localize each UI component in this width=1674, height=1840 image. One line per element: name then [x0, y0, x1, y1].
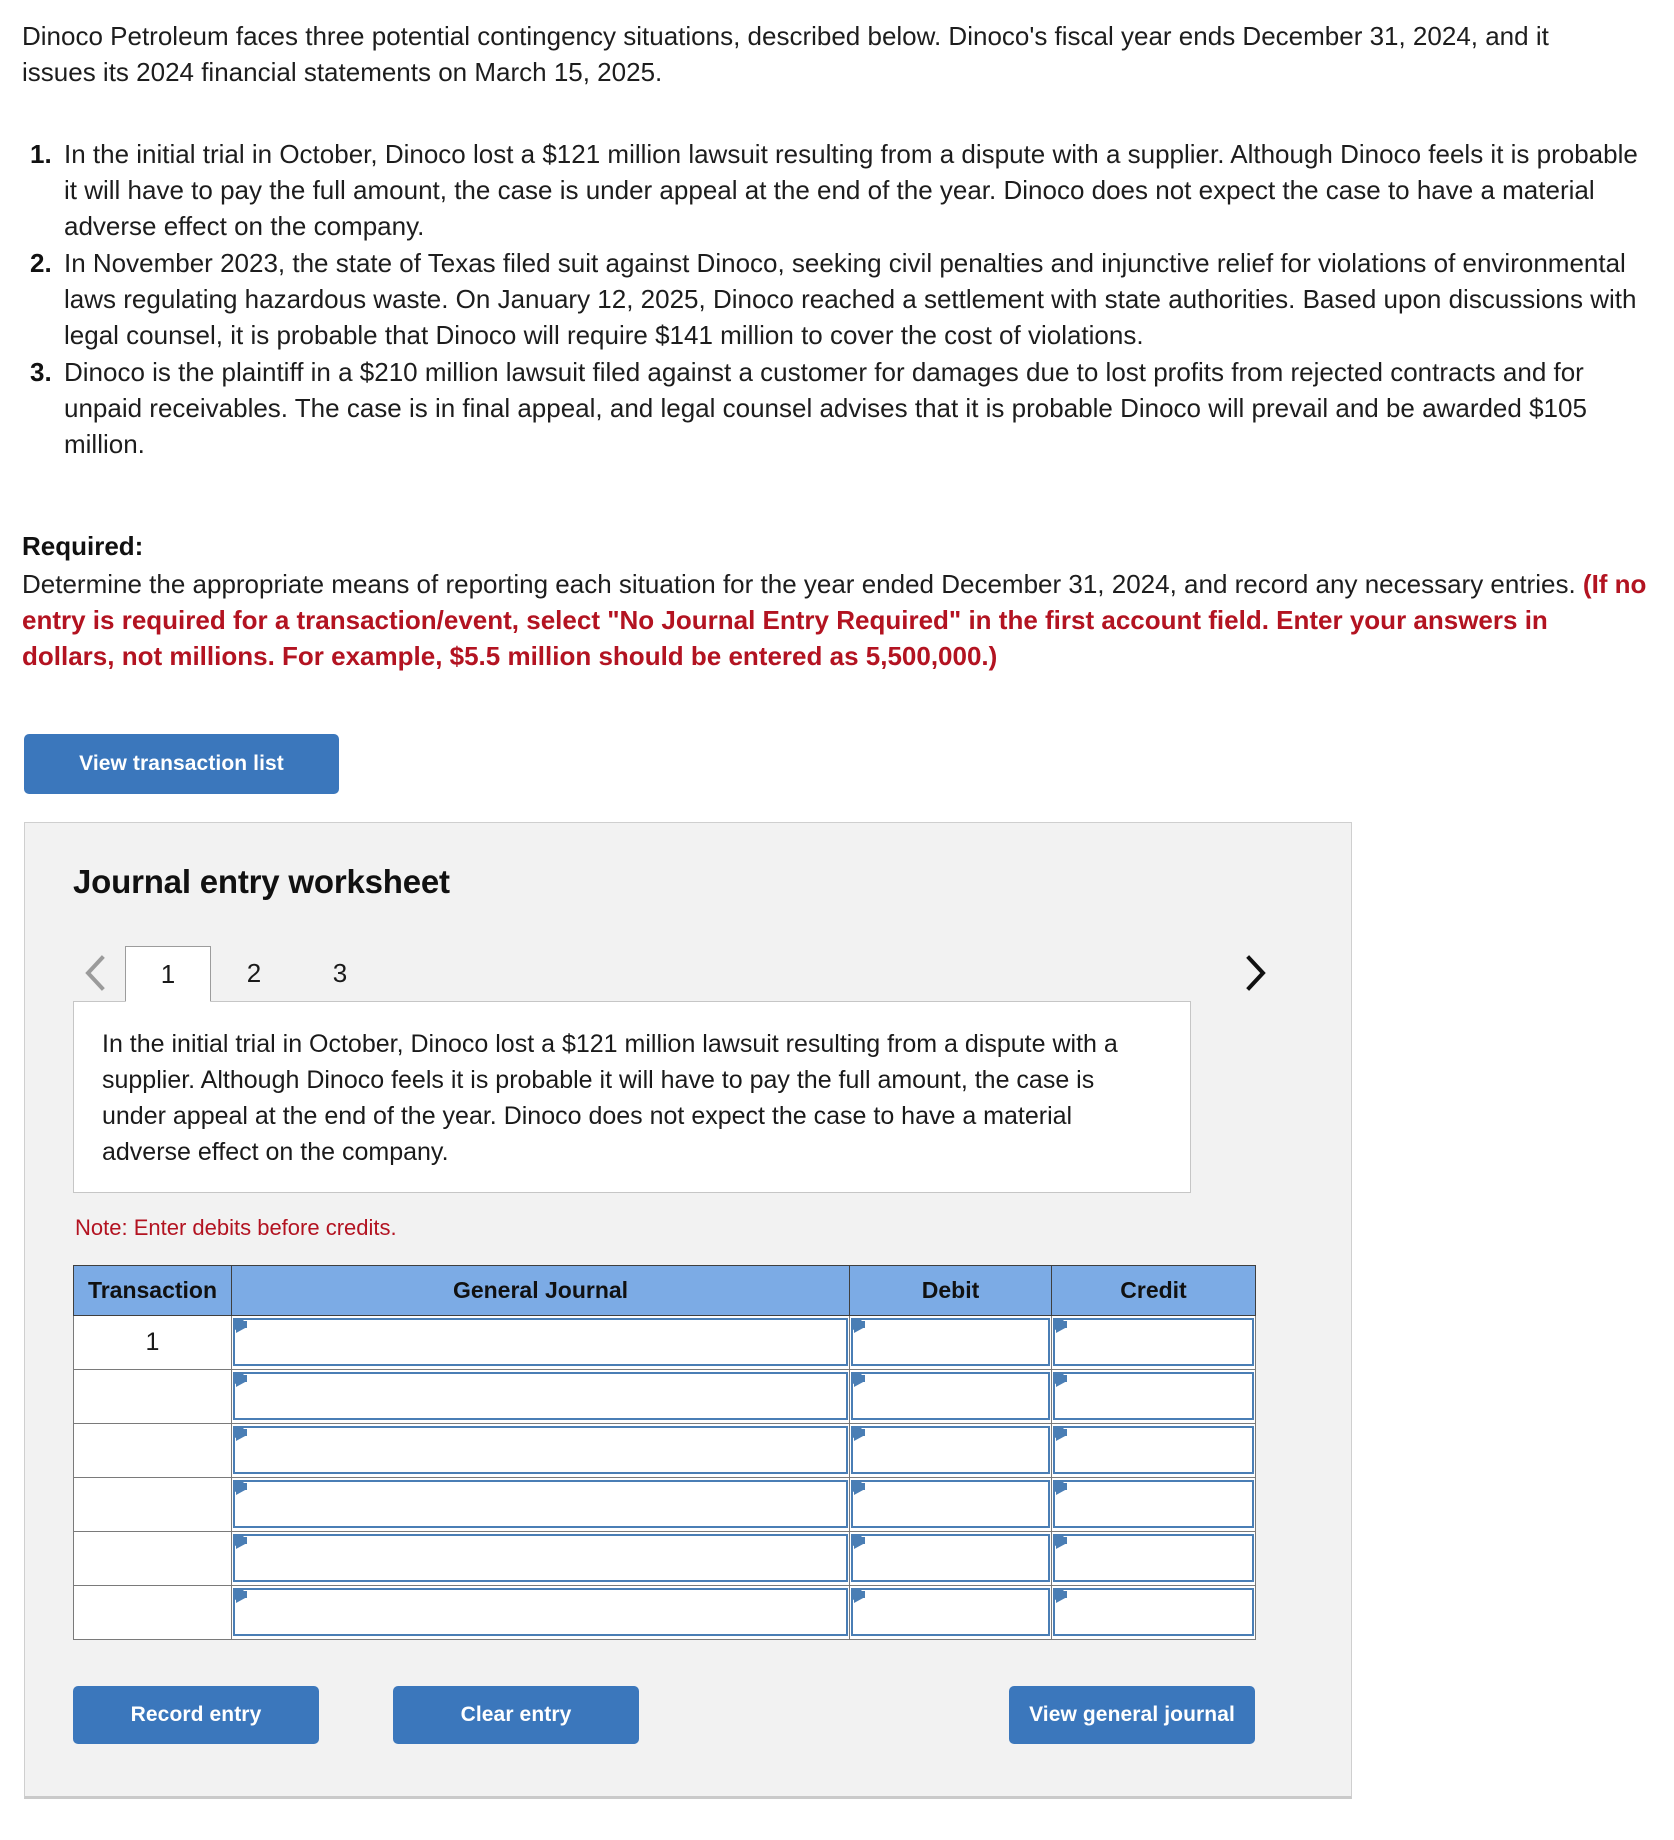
dropdown-arrow-icon	[854, 1375, 865, 1387]
required-body	[22, 566, 1647, 674]
situation-number: 3.	[30, 357, 52, 387]
active-entry-description: In the initial trial in October, Dinoco lost a $121 million lawsuit resulting from a dispute with a supplier. Although Dinoco feels it is probable it will have to pay the full amount, the case is under appeal at the end of the year. Dinoco does not expect the case to have a material adverse effect on the company.	[73, 1001, 1191, 1193]
dropdown-arrow-icon	[236, 1375, 247, 1387]
general-journal-cell[interactable]	[232, 1424, 850, 1478]
worksheet-tabs	[125, 945, 383, 1001]
situation-item-2	[22, 245, 1652, 353]
transaction-number-cell: 1	[74, 1316, 232, 1370]
dropdown-arrow-icon	[1056, 1429, 1067, 1441]
situation-item-3	[22, 354, 1652, 462]
debit-input-3[interactable]	[851, 1426, 1050, 1474]
table-row	[74, 1316, 1256, 1370]
journal-entry-table	[73, 1265, 1256, 1640]
table-header-row	[74, 1266, 1256, 1316]
dropdown-arrow-icon	[1056, 1321, 1067, 1333]
dropdown-arrow-icon	[1056, 1591, 1067, 1603]
table-row	[74, 1478, 1256, 1532]
chevron-left-icon	[82, 953, 108, 993]
next-entry-button[interactable]	[1233, 945, 1277, 1001]
column-header-general-journal: General Journal	[232, 1266, 850, 1316]
clear-entry-button[interactable]: Clear entry	[393, 1686, 639, 1744]
general-journal-cell[interactable]	[232, 1316, 850, 1370]
chevron-right-icon	[1242, 953, 1268, 993]
dropdown-arrow-icon	[854, 1591, 865, 1603]
dropdown-arrow-icon	[236, 1321, 247, 1333]
debit-input-5[interactable]	[851, 1534, 1050, 1582]
dropdown-arrow-icon	[1056, 1483, 1067, 1495]
tab-entry-3[interactable]: 3	[297, 945, 383, 1001]
debit-cell[interactable]	[850, 1478, 1052, 1532]
dropdown-arrow-icon	[1056, 1375, 1067, 1387]
credit-cell[interactable]	[1052, 1316, 1256, 1370]
situation-text: In November 2023, the state of Texas filed suit against Dinoco, seeking civil penalties and injunctive relief for violations of environmental laws regulating hazardous waste. On January 12, 2025, Dinoco reached a settlement with state authorities. Based upon discussions with legal counsel, it is probable that Dinoco will require $141 million to cover the cost of violations.	[64, 248, 1637, 350]
debit-input-4[interactable]	[851, 1480, 1050, 1528]
credit-cell[interactable]	[1052, 1586, 1256, 1640]
intro-paragraph: Dinoco Petroleum faces three potential contingency situations, described below. Dinoco's fiscal year ends December 31, 2024, and it issues its 2024 financial statements on March 15, 2025.	[22, 21, 1549, 87]
table-row	[74, 1586, 1256, 1640]
credit-cell[interactable]	[1052, 1532, 1256, 1586]
column-header-transaction: Transaction	[74, 1266, 232, 1316]
transaction-number-cell	[74, 1586, 232, 1640]
situations-list	[22, 136, 1652, 462]
dropdown-arrow-icon	[854, 1429, 865, 1441]
column-header-debit: Debit	[850, 1266, 1052, 1316]
account-select-2[interactable]	[233, 1372, 848, 1420]
account-select-1[interactable]	[233, 1318, 848, 1366]
credit-input-3[interactable]	[1053, 1426, 1254, 1474]
dropdown-arrow-icon	[236, 1537, 247, 1549]
debit-cell[interactable]	[850, 1424, 1052, 1478]
required-section	[22, 528, 1647, 674]
account-select-6[interactable]	[233, 1588, 848, 1636]
debits-before-credits-note: Note: Enter debits before credits.	[75, 1215, 397, 1240]
debit-cell[interactable]	[850, 1532, 1052, 1586]
table-row	[74, 1370, 1256, 1424]
dropdown-arrow-icon	[854, 1537, 865, 1549]
debit-cell[interactable]	[850, 1586, 1052, 1640]
situation-text: Dinoco is the plaintiff in a $210 million lawsuit filed against a customer for damages due to lost profits from rejected contracts and for unpaid receivables. The case is in final appeal, and legal counsel advises that it is probable Dinoco will prevail and be awarded $105 million.	[64, 357, 1587, 459]
credit-input-2[interactable]	[1053, 1372, 1254, 1420]
dropdown-arrow-icon	[236, 1591, 247, 1603]
dropdown-arrow-icon	[854, 1483, 865, 1495]
general-journal-cell[interactable]	[232, 1370, 850, 1424]
tab-entry-1[interactable]: 1	[125, 946, 211, 1002]
view-general-journal-button[interactable]: View general journal	[1009, 1686, 1255, 1744]
debit-cell[interactable]	[850, 1316, 1052, 1370]
transaction-number-cell	[74, 1478, 232, 1532]
situation-item-1	[22, 136, 1652, 244]
dropdown-arrow-icon	[854, 1321, 865, 1333]
transaction-number-cell	[74, 1370, 232, 1424]
table-row	[74, 1532, 1256, 1586]
required-body-plain: Determine the appropriate means of reporting each situation for the year ended December 31, 2024, and record any necessary entries.	[22, 569, 1583, 599]
transaction-number-cell	[74, 1532, 232, 1586]
situation-number: 1.	[30, 139, 52, 169]
transaction-number-cell	[74, 1424, 232, 1478]
worksheet-tabstrip	[73, 945, 1301, 1001]
record-entry-button[interactable]: Record entry	[73, 1686, 319, 1744]
dropdown-arrow-icon	[236, 1483, 247, 1495]
table-row	[74, 1424, 1256, 1478]
situation-text: In the initial trial in October, Dinoco lost a $121 million lawsuit resulting from a dispute with a supplier. Although Dinoco feels it is probable it will have to pay the full amount, the case is under appeal at the end of the year. Dinoco does not expect the case to have a material adverse effect on the company.	[64, 139, 1638, 241]
general-journal-cell[interactable]	[232, 1478, 850, 1532]
tab-entry-2[interactable]: 2	[211, 945, 297, 1001]
required-body-emphasis: (If no entry is required for a transaction/event, select "No Journal Entry Required" in the first account field. Enter your answers in dollars, not millions. For example, $5.5 million should be entered as 5,500,000.)	[22, 569, 1647, 671]
account-select-4[interactable]	[233, 1480, 848, 1528]
credit-cell[interactable]	[1052, 1424, 1256, 1478]
view-transaction-list-button[interactable]: View transaction list	[24, 734, 339, 794]
credit-input-1[interactable]	[1053, 1318, 1254, 1366]
journal-entry-worksheet-panel	[24, 822, 1352, 1799]
credit-input-5[interactable]	[1053, 1534, 1254, 1582]
worksheet-action-bar	[73, 1686, 1255, 1744]
account-select-5[interactable]	[233, 1534, 848, 1582]
column-header-credit: Credit	[1052, 1266, 1256, 1316]
required-label: Required:	[22, 531, 144, 561]
credit-input-6[interactable]	[1053, 1588, 1254, 1636]
debit-input-6[interactable]	[851, 1588, 1050, 1636]
debit-input-1[interactable]	[851, 1318, 1050, 1366]
account-select-3[interactable]	[233, 1426, 848, 1474]
worksheet-title: Journal entry worksheet	[73, 863, 450, 900]
debit-cell[interactable]	[850, 1370, 1052, 1424]
credit-cell[interactable]	[1052, 1478, 1256, 1532]
prev-entry-button[interactable]	[73, 945, 117, 1001]
general-journal-cell[interactable]	[232, 1586, 850, 1640]
credit-input-4[interactable]	[1053, 1480, 1254, 1528]
general-journal-cell[interactable]	[232, 1532, 850, 1586]
dropdown-arrow-icon	[1056, 1537, 1067, 1549]
situation-number: 2.	[30, 248, 52, 278]
credit-cell[interactable]	[1052, 1370, 1256, 1424]
dropdown-arrow-icon	[236, 1429, 247, 1441]
debit-input-2[interactable]	[851, 1372, 1050, 1420]
